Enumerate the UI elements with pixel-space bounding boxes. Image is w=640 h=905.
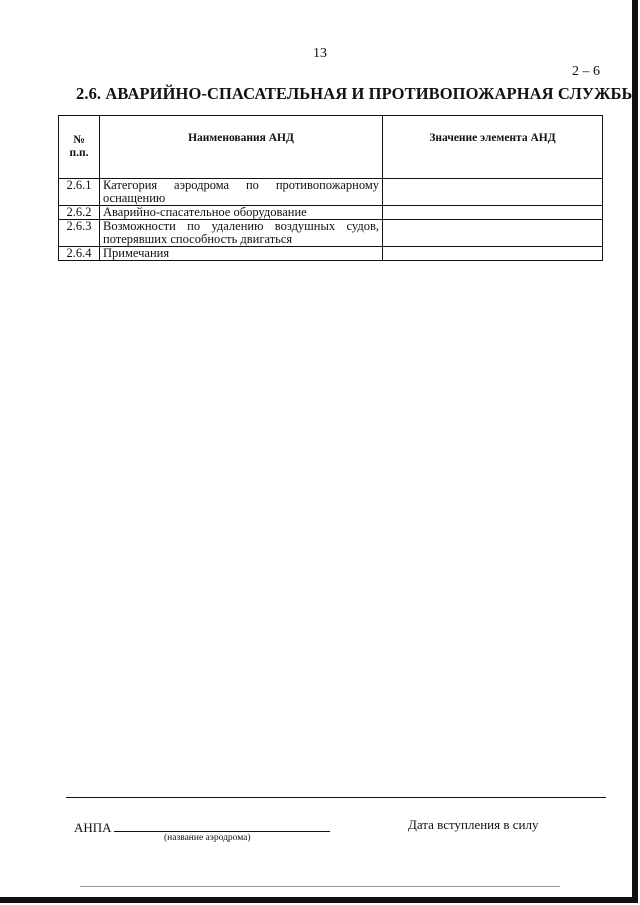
row-name: Категория аэродрома по противопожарному оснащению bbox=[100, 179, 383, 206]
anpa-label: АНПА bbox=[74, 820, 112, 835]
table-row bbox=[59, 179, 603, 206]
table-row bbox=[59, 206, 603, 220]
row-name: Аварийно-спасательное оборудование bbox=[100, 206, 383, 220]
row-value bbox=[383, 179, 603, 206]
row-value bbox=[383, 206, 603, 220]
page-number: 13 bbox=[313, 46, 327, 61]
table-header-row bbox=[59, 116, 603, 179]
row-num: 2.6.2 bbox=[59, 206, 100, 220]
row-value bbox=[383, 220, 603, 247]
row-value bbox=[383, 247, 603, 261]
header-num-abbrev: п.п. bbox=[69, 147, 89, 159]
bottom-edge-line bbox=[80, 886, 560, 887]
table-row bbox=[59, 247, 603, 261]
header-num-symbol: № bbox=[73, 134, 85, 146]
row-name: Возможности по удалению воздушных судов, потерявших способность двигаться bbox=[100, 220, 383, 247]
header-name: Наименования АНД bbox=[100, 116, 383, 179]
header-num bbox=[59, 116, 100, 179]
table-row bbox=[59, 220, 603, 247]
header-value: Значение элемента АНД bbox=[383, 116, 603, 179]
aerodrome-name-line bbox=[114, 831, 330, 832]
aip-table bbox=[58, 115, 603, 261]
footer-divider bbox=[66, 797, 606, 798]
row-num: 2.6.1 bbox=[59, 179, 100, 206]
row-num: 2.6.4 bbox=[59, 247, 100, 261]
aerodrome-caption: (название аэродрома) bbox=[164, 833, 251, 843]
row-num: 2.6.3 bbox=[59, 220, 100, 247]
row-name: Примечания bbox=[100, 247, 383, 261]
section-title: 2.6. АВАРИЙНО-СПАСАТЕЛЬНАЯ И ПРОТИВОПОЖАРНАЯ СЛУЖБЫ bbox=[76, 84, 638, 103]
effective-date-label: Дата вступления в силу bbox=[408, 817, 539, 832]
section-code: 2 – 6 bbox=[572, 64, 600, 79]
